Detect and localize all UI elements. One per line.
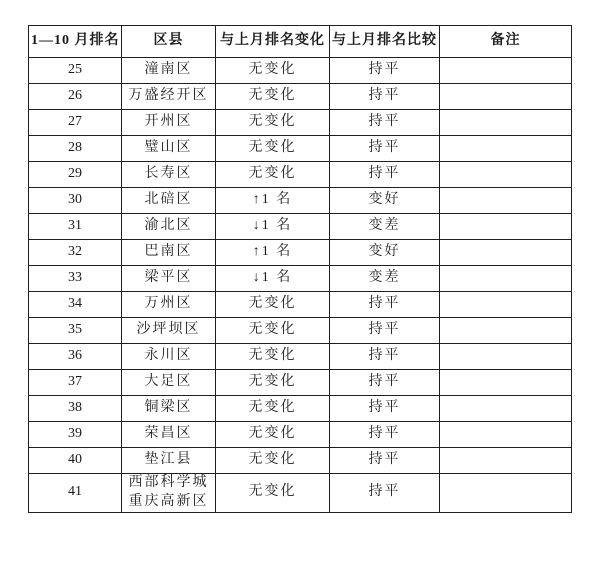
comparison-cell: 持平 <box>330 292 440 318</box>
district-cell: 垫江县 <box>122 448 216 474</box>
district-cell: 开州区 <box>122 110 216 136</box>
remark-cell <box>440 370 572 396</box>
rank-cell: 29 <box>29 162 122 188</box>
district-cell: 西部科学城重庆高新区 <box>122 474 216 513</box>
district-cell: 万州区 <box>122 292 216 318</box>
remark-cell <box>440 422 572 448</box>
rank-cell: 25 <box>29 58 122 84</box>
table-row <box>29 136 572 162</box>
comparison-cell: 持平 <box>330 136 440 162</box>
table-row <box>29 110 572 136</box>
change-cell: ↑1 名 <box>216 240 330 266</box>
table-row <box>29 344 572 370</box>
change-cell: 无变化 <box>216 396 330 422</box>
district-cell: 长寿区 <box>122 162 216 188</box>
table-row <box>29 214 572 240</box>
rank-cell: 37 <box>29 370 122 396</box>
header-cell-district: 区县 <box>122 26 216 58</box>
rank-cell: 30 <box>29 188 122 214</box>
rank-cell: 36 <box>29 344 122 370</box>
table-row <box>29 240 572 266</box>
table-row <box>29 266 572 292</box>
table-row <box>29 188 572 214</box>
rank-cell: 32 <box>29 240 122 266</box>
remark-cell <box>440 136 572 162</box>
change-cell: 无变化 <box>216 318 330 344</box>
remark-cell <box>440 344 572 370</box>
change-cell: 无变化 <box>216 110 330 136</box>
change-cell: 无变化 <box>216 136 330 162</box>
header-cell-comparison: 与上月排名比较 <box>330 26 440 58</box>
district-cell: 大足区 <box>122 370 216 396</box>
change-cell: 无变化 <box>216 422 330 448</box>
table-row <box>29 84 572 110</box>
table-row <box>29 474 572 513</box>
comparison-cell: 变差 <box>330 266 440 292</box>
change-cell: 无变化 <box>216 162 330 188</box>
district-cell: 潼南区 <box>122 58 216 84</box>
comparison-cell: 持平 <box>330 84 440 110</box>
remark-cell <box>440 474 572 513</box>
remark-cell <box>440 292 572 318</box>
district-cell: 渝北区 <box>122 214 216 240</box>
ranking-table-body <box>29 58 572 513</box>
table-row <box>29 422 572 448</box>
table-row <box>29 162 572 188</box>
remark-cell <box>440 58 572 84</box>
rank-cell: 28 <box>29 136 122 162</box>
remark-cell <box>440 240 572 266</box>
rank-cell: 27 <box>29 110 122 136</box>
change-cell: 无变化 <box>216 370 330 396</box>
rank-cell: 41 <box>29 474 122 513</box>
change-cell: 无变化 <box>216 344 330 370</box>
change-cell: 无变化 <box>216 292 330 318</box>
comparison-cell: 持平 <box>330 370 440 396</box>
district-cell: 璧山区 <box>122 136 216 162</box>
rank-cell: 40 <box>29 448 122 474</box>
comparison-cell: 持平 <box>330 344 440 370</box>
table-row <box>29 448 572 474</box>
comparison-cell: 持平 <box>330 162 440 188</box>
remark-cell <box>440 396 572 422</box>
header-cell-remark: 备注 <box>440 26 572 58</box>
comparison-cell: 变好 <box>330 188 440 214</box>
rank-cell: 33 <box>29 266 122 292</box>
remark-cell <box>440 110 572 136</box>
comparison-cell: 持平 <box>330 318 440 344</box>
remark-cell <box>440 266 572 292</box>
change-cell: 无变化 <box>216 474 330 513</box>
rank-cell: 26 <box>29 84 122 110</box>
change-cell: 无变化 <box>216 58 330 84</box>
comparison-cell: 持平 <box>330 58 440 84</box>
rank-cell: 34 <box>29 292 122 318</box>
change-cell: ↓1 名 <box>216 266 330 292</box>
table-row <box>29 318 572 344</box>
comparison-cell: 持平 <box>330 396 440 422</box>
comparison-cell: 持平 <box>330 448 440 474</box>
remark-cell <box>440 84 572 110</box>
remark-cell <box>440 318 572 344</box>
remark-cell <box>440 162 572 188</box>
header-cell-change: 与上月排名变化 <box>216 26 330 58</box>
district-cell: 沙坪坝区 <box>122 318 216 344</box>
rank-cell: 38 <box>29 396 122 422</box>
change-cell: 无变化 <box>216 448 330 474</box>
district-cell: 巴南区 <box>122 240 216 266</box>
district-cell: 永川区 <box>122 344 216 370</box>
change-cell: ↓1 名 <box>216 214 330 240</box>
comparison-cell: 持平 <box>330 110 440 136</box>
district-cell: 梁平区 <box>122 266 216 292</box>
remark-cell <box>440 188 572 214</box>
district-cell: 万盛经开区 <box>122 84 216 110</box>
comparison-cell: 变好 <box>330 240 440 266</box>
district-cell: 荣昌区 <box>122 422 216 448</box>
rank-cell: 31 <box>29 214 122 240</box>
district-cell: 铜梁区 <box>122 396 216 422</box>
remark-cell <box>440 214 572 240</box>
remark-cell <box>440 448 572 474</box>
comparison-cell: 持平 <box>330 422 440 448</box>
table-header-row <box>29 26 572 58</box>
header-cell-rank: 1—10 月排名 <box>29 26 122 58</box>
district-cell: 北碚区 <box>122 188 216 214</box>
table-row <box>29 58 572 84</box>
comparison-cell: 持平 <box>330 474 440 513</box>
rank-cell: 39 <box>29 422 122 448</box>
comparison-cell: 变差 <box>330 214 440 240</box>
table-row <box>29 370 572 396</box>
table-row <box>29 396 572 422</box>
ranking-table <box>28 25 572 513</box>
change-cell: 无变化 <box>216 84 330 110</box>
rank-cell: 35 <box>29 318 122 344</box>
table-row <box>29 292 572 318</box>
change-cell: ↑1 名 <box>216 188 330 214</box>
